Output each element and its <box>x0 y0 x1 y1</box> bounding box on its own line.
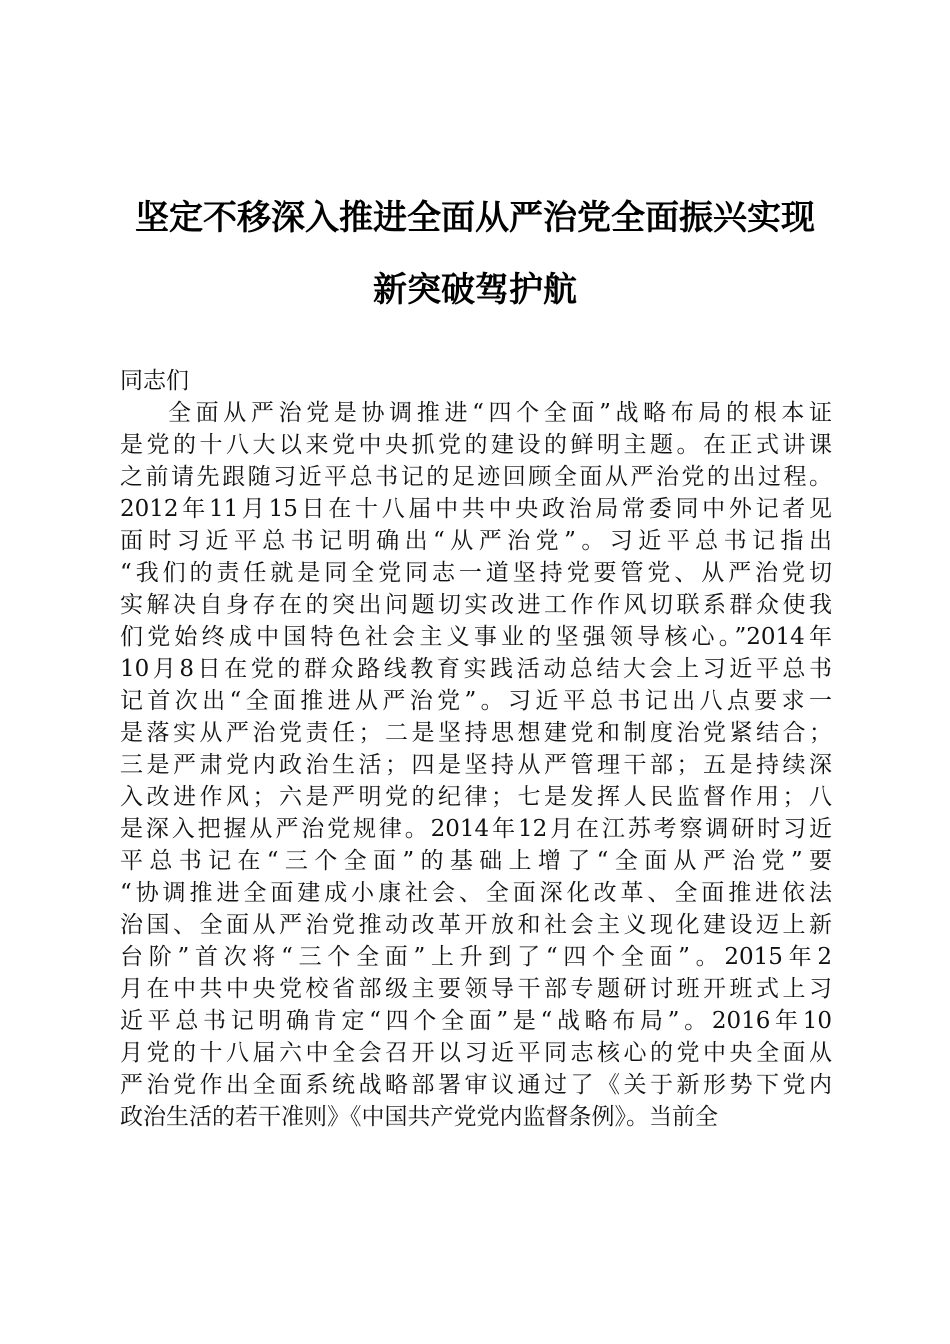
body-line: 政治生活的若干准则》《中国共产党党内监督条例》。当前全 <box>120 1104 718 1130</box>
body-line: 记首次出“全面推进从严治党”。习近平总书记出八点要求一 <box>120 688 832 714</box>
body-line: 是党的十八大以来党中央抓党的建设的鲜明主题。在正式讲课 <box>120 432 832 458</box>
body-line: 治国、全面从严治党推动改革开放和社会主义现化建设迈上新 <box>120 912 832 938</box>
body-line: 入改进作风；六是严明党的纪律；七是发挥人民监督作用；八 <box>120 784 832 810</box>
body-line: 面时习近平总书记明确出“从严治党”。习近平总书记指出 <box>120 528 832 554</box>
body-line: 台阶”首次将“三个全面”上升到了“四个全面”。2015年2 <box>120 944 832 970</box>
body-line: 平总书记在“三个全面”的基础上增了“全面从严治党”要 <box>120 848 832 874</box>
body-line: 10月8日在党的群众路线教育实践活动总结大会上习近平总书 <box>120 656 832 682</box>
body-line: 实解决自身存在的突出问题切实改进工作作风切联系群众使我 <box>120 592 832 618</box>
salutation: 同志们 <box>120 368 189 394</box>
body-line: 之前请先跟随习近平总书记的足迹回顾全面从严治党的出过程。 <box>120 464 832 490</box>
body-line: 2012年11月15日在十八届中共中央政治局常委同中外记者见 <box>120 496 832 522</box>
body-line: 近平总书记明确肯定“四个全面”是“战略布局”。2016年10 <box>120 1008 832 1034</box>
body-line: 是深入把握从严治党规律。2014年12月在江苏考察调研时习近 <box>120 816 832 842</box>
body-line: 是落实从严治党责任；二是坚持思想建党和制度治党紧结合； <box>120 720 832 746</box>
body-line: 月在中共中央党校省部级主要领导干部专题研讨班开班式上习 <box>120 976 832 1002</box>
body-line: “协调推进全面建成小康社会、全面深化改革、全面推进依法 <box>120 880 832 906</box>
body-line: 们党始终成中国特色社会主义事业的坚强领导核心。”2014年 <box>120 624 832 650</box>
body-line: 严治党作出全面系统战略部署审议通过了《关于新形势下党内 <box>120 1072 832 1098</box>
body-line: 月党的十八届六中全会召开以习近平同志核心的党中央全面从 <box>120 1040 832 1066</box>
body-line: 三是严肃党内政治生活；四是坚持从严管理干部；五是持续深 <box>120 752 832 778</box>
document-title-line-2: 新突破驾护航 <box>373 270 577 310</box>
body-line: 全面从严治党是协调推进“四个全面”战略布局的根本证 <box>168 400 832 426</box>
body-line: “我们的责任就是同全党同志一道坚持党要管党、从严治党切 <box>120 560 832 586</box>
document-title-line-1: 坚定不移深入推进全面从严治党全面振兴实现 <box>135 198 815 238</box>
